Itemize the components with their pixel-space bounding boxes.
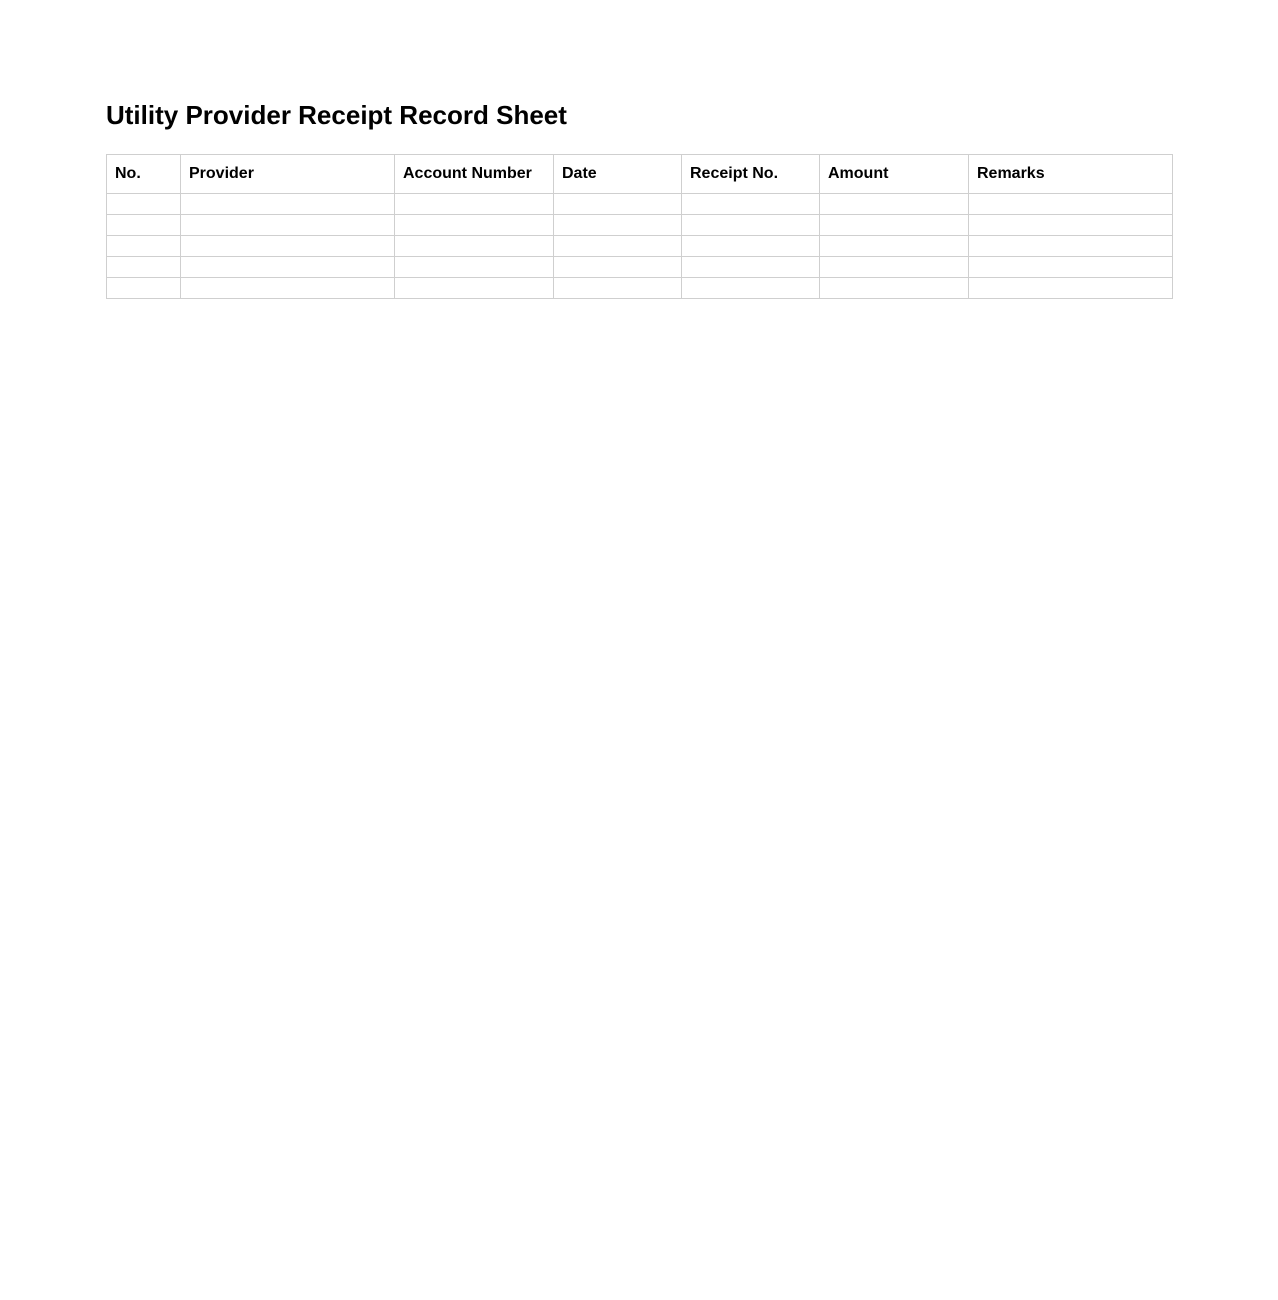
page-title: Utility Provider Receipt Record Sheet <box>106 100 567 130</box>
table-row <box>107 215 1173 236</box>
table-cell[interactable] <box>107 236 181 257</box>
table-cell[interactable] <box>395 278 554 299</box>
table-cell[interactable] <box>107 278 181 299</box>
column-header-date: Date <box>554 155 682 194</box>
table-cell[interactable] <box>181 257 395 278</box>
table-cell[interactable] <box>820 257 969 278</box>
table-cell[interactable] <box>554 278 682 299</box>
column-header-remarks: Remarks <box>969 155 1173 194</box>
table-cell[interactable] <box>682 257 820 278</box>
table-cell[interactable] <box>395 257 554 278</box>
table-cell[interactable] <box>554 215 682 236</box>
column-header-no: No. <box>107 155 181 194</box>
record-sheet <box>106 98 1172 182</box>
table-cell[interactable] <box>181 278 395 299</box>
table-cell[interactable] <box>395 215 554 236</box>
table-cell[interactable] <box>820 194 969 215</box>
column-header-provider: Provider <box>181 155 395 194</box>
column-header-account-number: Account Number <box>395 155 554 194</box>
table-cell[interactable] <box>820 278 969 299</box>
table-cell[interactable] <box>107 194 181 215</box>
column-header-receipt-no: Receipt No. <box>682 155 820 194</box>
table-cell[interactable] <box>107 215 181 236</box>
table-row <box>107 194 1173 215</box>
table-cell[interactable] <box>395 194 554 215</box>
table-cell[interactable] <box>554 257 682 278</box>
table-row <box>107 236 1173 257</box>
table-cell[interactable] <box>395 236 554 257</box>
table-row <box>107 278 1173 299</box>
table-cell[interactable] <box>181 194 395 215</box>
receipt-record-table <box>106 154 1173 299</box>
table-cell[interactable] <box>554 194 682 215</box>
table-cell[interactable] <box>820 236 969 257</box>
table-header-row <box>107 155 1173 194</box>
table-cell[interactable] <box>181 215 395 236</box>
table-cell[interactable] <box>820 215 969 236</box>
table-cell[interactable] <box>969 257 1173 278</box>
table-cell[interactable] <box>682 236 820 257</box>
table-cell[interactable] <box>554 236 682 257</box>
table-cell[interactable] <box>969 236 1173 257</box>
table-cell[interactable] <box>107 257 181 278</box>
table-cell[interactable] <box>682 278 820 299</box>
table-cell[interactable] <box>969 278 1173 299</box>
table-cell[interactable] <box>682 215 820 236</box>
table-cell[interactable] <box>682 194 820 215</box>
table-cell[interactable] <box>969 194 1173 215</box>
table-row <box>107 257 1173 278</box>
column-header-amount: Amount <box>820 155 969 194</box>
table-cell[interactable] <box>181 236 395 257</box>
table-cell[interactable] <box>969 215 1173 236</box>
